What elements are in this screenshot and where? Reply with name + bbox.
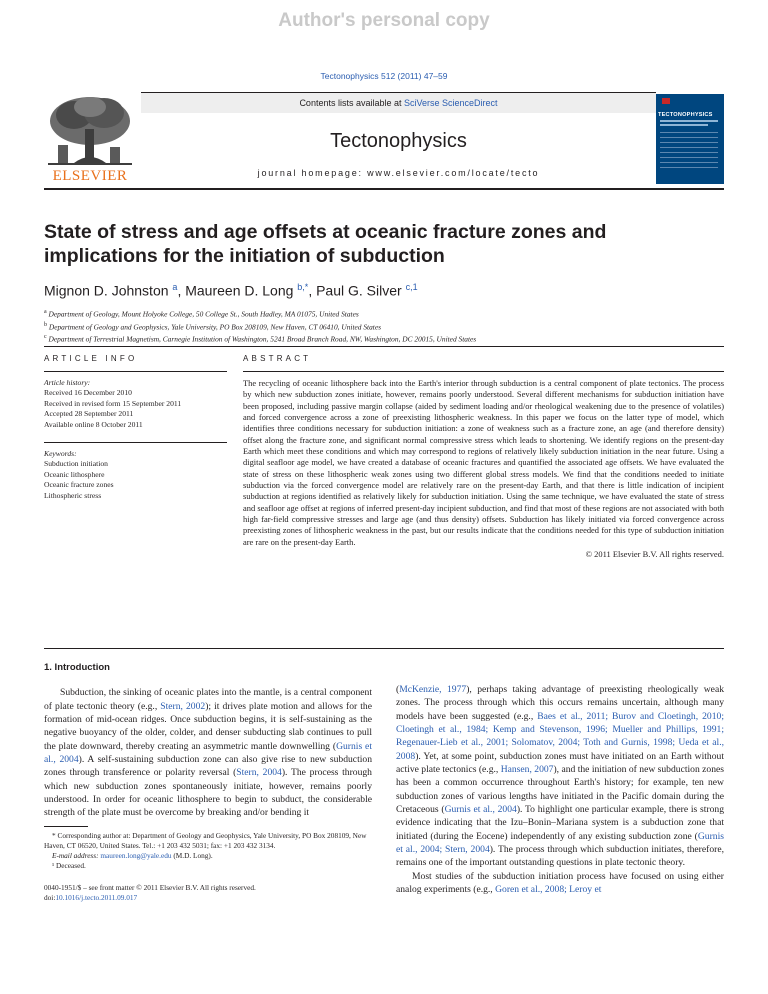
body-text: ). The process through which subduction initiates, therefore, remains one of the important outstanding questions in plate tectonic theory. <box>396 844 724 869</box>
body-text: ), and the initiation of new subduction zones has been a common occurrence throughout Earth's history; for example, ten new subduction zones of various lengths have initiated in the Pacific domain during the Cretaceous ( <box>396 764 724 816</box>
keyword: Subduction initiation <box>44 459 108 469</box>
doi-label: doi: <box>44 892 56 902</box>
elsevier-wordmark: ELSEVIER <box>52 168 128 184</box>
cover-title: TECTONOPHYSICS <box>658 112 713 118</box>
cover-decoration <box>660 120 718 122</box>
corresponding-author-note: * Corresponding author at: Department of Geology and Geophysics, Yale University, PO Box 208109, New Haven, CT 06520, United States. Tel.: +1 203 432 5031; fax: +1 203 432 3134. <box>44 830 367 850</box>
body-column-right <box>396 683 724 897</box>
elsevier-logo <box>44 93 136 185</box>
affiliation-text: Department of Geology, Mount Holyoke College, 50 College St., South Hadley, MA 01075, United States <box>48 309 359 319</box>
body-text: ); it drives plate motion and allows for the formation of mid-ocean ridges. Once subduction begins, it is self-sustaining as the negative buoyancy of the older, colder, and denser subducting slab continues to pull the plate downward, thereby creating an asymmetric mantle downwelling ( <box>44 700 372 752</box>
doi-line <box>44 893 372 903</box>
keyword: Lithospheric stress <box>44 490 102 500</box>
article-info-heading: ARTICLE INFO <box>44 354 138 363</box>
body-text: ). A self-sustaining subduction zone can also give rise to new subduction zones through transference or polarity reversal ( <box>44 754 372 779</box>
body-text: ). Yet, at some point, subduction zones must have initiated on an Earth without active plate tectonics (e.g., <box>396 750 724 776</box>
copyright: © 2011 Elsevier B.V. All rights reserved. <box>585 549 724 560</box>
affiliation-marker: b <box>44 321 47 328</box>
body-paragraph <box>44 686 372 819</box>
email-note <box>44 851 372 861</box>
citation-link[interactable]: Stern, 2002 <box>160 700 206 712</box>
abstract-divider <box>44 648 724 649</box>
affiliation-text: Department of Terrestrial Magnetism, Carnegie Institution of Washington, 5241 Broad Branch Road, NW, Washington, DC 20015, United States <box>48 334 477 344</box>
author-name: Paul G. Silver <box>316 282 402 299</box>
journal-cover-thumbnail <box>656 94 724 184</box>
abstract-text: The recycling of oceanic lithosphere back into the Earth's interior through subduction is a central component of plate tectonics. The process by which new subduction zones initiate, however, remains poorly understood. Several different mechanisms for subduction initiation have been proposed, including passive margin collapse (aided by sediment loading and/or rheological weakening due to the presence of volatiles) and forced convergence across a zone of preexisting lithospheric weakness. In this paper we focus on the latter type of model, which identifies three conditions necessary for subduction initiation: a zone of weakness such as a fracture zone, an age (and therefore density) offset along the fracture zone, and significant normal compressive stress which leads to shortening. We identify regions on the present-day Earth which meet these conditions and which may correspond to regions of relatively likely subduction initiation in the near future. Using a digital seafloor age model, we have created a database of oceanic fractures and quantified the associated age offsets. We have evaluated the state of stress on these lithospheric weak zones using two different global stress models. We find that the conditions needed to initiate subduction via the forced convergence model are relatively rare on the present-day Earth, and that there is little indication of incipient subduction at regions identified as relatively likely for subduction initiation. Using the same technique, we have evaluated the state of stress and seafloor age offset at regions of inferred present-day incipient subduction, and find that most of these regions are not associated with both high far-field compressive stresses and large age (and thus density) offsets. Subduction has likely initiated via forced convergence across preexisting zones of lithospheric weakness in the past, but our results indicate that the conditions needed for this type of subduction initiation are rare on the present-day Earth. <box>243 378 724 547</box>
issn-line: 0040-1951/$ – see front matter © 2011 Elsevier B.V. All rights reserved. <box>44 882 256 892</box>
body-text: ), perhaps taking advantage of preexisting rheologically weak zones. The process through which this occurs remains uncertain, although many models have been suggested (e.g., <box>396 684 724 722</box>
body-text: Most studies of the subduction initiation process have focused on using either analog experiments (e.g., <box>396 870 724 896</box>
journal-title: Tectonophysics <box>330 130 467 152</box>
history-item: Accepted 28 September 2011 <box>44 409 134 419</box>
body-text: Subduction, the sinking of oceanic plates into the mantle, is a central component of plate tectonic theory (e.g., <box>44 687 372 712</box>
author-separator: , <box>177 282 186 299</box>
front-matter <box>44 883 372 903</box>
email-label: E-mail address: <box>52 850 101 860</box>
author-marker[interactable]: a <box>172 282 178 292</box>
citation-link[interactable]: Gurnis et al., 2004; Stern, 2004 <box>396 830 724 856</box>
journal-citation-link[interactable]: Tectonophysics 512 (2011) 47–59 <box>320 71 448 81</box>
abstract <box>243 371 724 561</box>
cover-text-lines <box>660 132 718 172</box>
citation-link[interactable]: Baes et al., 2011; Burov and Cloetingh, 2010; Cloetingh et al., 1984; Kemp and Stevenson, 1996; Mueller and Phillips, 1991; Regenauer-Lieb et al., 2001; Solomatov, 2004; Toth and Gurnis, 1998; Ueda et al., 2008 <box>396 710 724 762</box>
article-history-label: Article history: <box>44 378 91 387</box>
watermark: Author's personal copy <box>278 10 490 31</box>
history-item: Available online 8 October 2011 <box>44 419 143 429</box>
doi-link[interactable]: 10.1016/j.tecto.2011.09.017 <box>55 892 138 902</box>
journal-homepage: journal homepage: www.elsevier.com/locate/tecto <box>257 168 540 178</box>
affiliation <box>44 320 724 333</box>
masthead <box>44 92 724 188</box>
article-title: State of stress and age offsets at oceanic fracture zones and implications for the initiation of subduction <box>44 221 607 267</box>
author-list <box>44 282 724 299</box>
section-heading: 1. Introduction <box>44 662 110 673</box>
masthead-center <box>141 93 656 185</box>
affiliation <box>44 307 724 320</box>
keyword: Oceanic fracture zones <box>44 480 114 490</box>
citation-link[interactable]: Hansen, 2007 <box>500 764 554 776</box>
sciencedirect-link[interactable]: SciVerse ScienceDirect <box>404 98 498 108</box>
history-item: Received in revised form 15 September 2011 <box>44 398 182 408</box>
article-info <box>44 371 227 501</box>
contents-band <box>141 93 656 113</box>
author-marker[interactable]: b,* <box>297 282 309 292</box>
elsevier-tree-icon <box>44 93 136 167</box>
author-name: Maureen D. Long <box>185 282 294 299</box>
citation-link[interactable]: Gurnis et al., 2004 <box>444 804 517 816</box>
keyword: Oceanic lithosphere <box>44 469 105 479</box>
affiliation <box>44 332 724 345</box>
author-separator: , <box>308 282 317 299</box>
footnote-divider <box>44 826 88 827</box>
article-history <box>44 371 227 430</box>
footnotes <box>44 831 372 871</box>
keywords-label: Keywords: <box>44 449 77 459</box>
author-name: Mignon D. Johnston <box>44 282 169 299</box>
body-text: ( <box>396 684 400 695</box>
deceased-note: ¹ Deceased. <box>52 860 86 870</box>
body-text: ). The process through which new subduction zones spontaneously initiate, however, remains poorly understood. In order for oceanic lithosphere to begin to subduct, the considerable strength of the plate must be overcome by breaking and/or bending it <box>44 767 372 819</box>
abstract-heading: ABSTRACT <box>243 354 312 363</box>
author-marker[interactable]: c,1 <box>405 282 418 292</box>
email-suffix: (M.D. Long). <box>171 850 213 860</box>
affiliation-marker: a <box>44 309 47 315</box>
cover-badge-icon <box>662 98 670 104</box>
contents-prefix: Contents lists available at <box>299 98 404 108</box>
citation-link[interactable]: Goren et al., 2008; Leroy et <box>495 884 602 896</box>
keywords <box>44 442 227 501</box>
affiliation-marker: c <box>44 334 47 341</box>
citation-link[interactable]: Gurnis et al., 2004 <box>44 740 372 766</box>
body-column-left <box>44 661 372 903</box>
affiliations <box>44 307 724 345</box>
body-paragraph <box>396 683 724 870</box>
body-text: ). To highlight one particular example, there is strong evidence indicating that the Izu–Bonin–Mariana system is a subduction zone that initiated (during the Eocene) independently of any existing subduction zone ( <box>396 804 724 842</box>
cover-decoration <box>660 124 708 126</box>
keyword-list <box>44 459 227 501</box>
history-item: Received 16 December 2010 <box>44 388 132 398</box>
masthead-bottom-rule <box>44 188 724 190</box>
citation-link[interactable]: Stern, 2004 <box>236 767 282 779</box>
affiliation-text: Department of Geology and Geophysics, Yale University, PO Box 208109, New Haven, CT 06410, United States <box>48 322 381 332</box>
history-list <box>44 388 227 430</box>
citation-link[interactable]: McKenzie, 1977 <box>399 684 467 695</box>
body-paragraph <box>396 870 724 897</box>
email-link[interactable]: maureen.long@yale.edu <box>100 850 172 860</box>
header-divider <box>44 346 724 347</box>
